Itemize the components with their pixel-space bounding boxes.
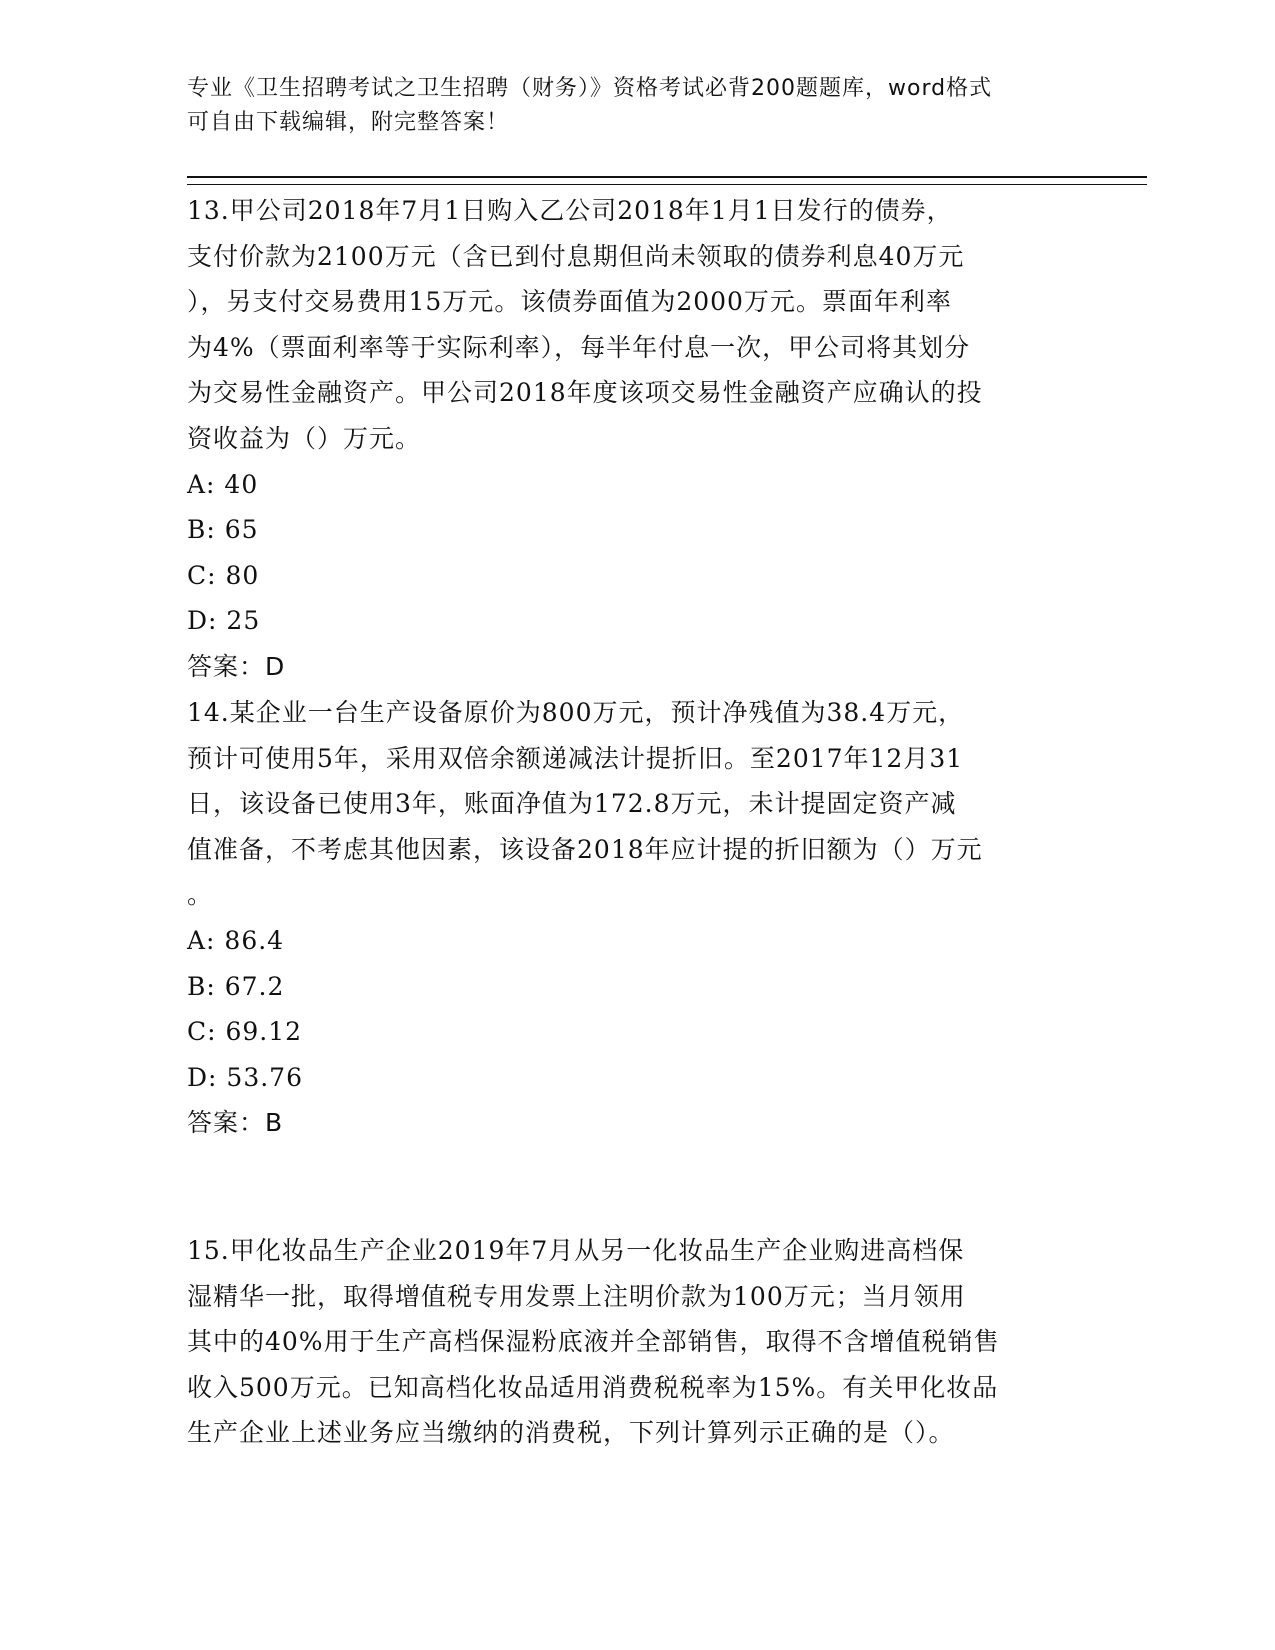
question-stem-line: 生产企业上述业务应当缴纳的消费税，下列计算列示正确的是（）。 <box>187 1418 955 1448</box>
document-header <box>187 72 1067 140</box>
question-stem-line: 支付价款为2100万元（含已到付息期但尚未领取的债券利息40万元 <box>187 241 965 271</box>
question-stem-line: 日，该设备已使用3年，账面净值为172.8万元，未计提固定资产减 <box>187 789 957 819</box>
option-d: D: 53.76 <box>187 1062 303 1092</box>
question-stem-line: 13.甲公司2018年7月1日购入乙公司2018年1月1日发行的债券， <box>187 196 953 225</box>
header-divider-thick <box>187 176 1147 178</box>
question-stem-line: 其中的40%用于生产高档保湿粉底液并全部销售，取得不含增值税销售 <box>187 1327 1000 1357</box>
option-c: C: 69.12 <box>187 1017 303 1047</box>
question-stem-line: 湿精华一批，取得增值税专用发票上注明价款为100万元；当月领用 <box>187 1281 966 1311</box>
option-c: C: 80 <box>187 560 260 590</box>
answer-line: 答案：B <box>187 1108 284 1138</box>
option-a: A: 86.4 <box>187 925 285 955</box>
header-divider-thin <box>187 184 1147 185</box>
question-13 <box>187 188 1077 690</box>
question-stem-line: 值准备，不考虑其他因素，该设备2018年应计提的折旧额为（）万元 <box>187 834 983 864</box>
question-stem-line: ），另支付交易费用15万元。该债券面值为2000万元。票面年利率 <box>187 287 952 317</box>
question-stem-line: 15.甲化妆品生产企业2019年7月从另一化妆品生产企业购进高档保 <box>187 1236 965 1265</box>
question-stem-line: 为4%（票面利率等于实际利率），每半年付息一次，甲公司将其划分 <box>187 332 971 362</box>
option-a: A: 40 <box>187 469 259 499</box>
header-line-2: 可自由下载编辑，附完整答案！ <box>187 110 510 135</box>
question-stem-line: 收入500万元。已知高档化妆品适用消费税税率为15%。有关甲化妆品 <box>187 1372 999 1402</box>
question-stem-line: 。 <box>187 880 214 910</box>
question-15 <box>187 1228 1077 1456</box>
answer-line: 答案：D <box>187 651 286 681</box>
question-stem-line: 资收益为（）万元。 <box>187 423 422 453</box>
question-14 <box>187 690 1077 1146</box>
option-b: B: 67.2 <box>187 971 285 1001</box>
option-d: D: 25 <box>187 606 261 636</box>
header-line-1: 专业《卫生招聘考试之卫生招聘（财务）》资格考试必背200题题库，word格式 <box>187 76 993 101</box>
question-stem-line: 14.某企业一台生产设备原价为800万元，预计净残值为38.4万元， <box>187 698 965 727</box>
question-stem-line: 为交易性金融资产。甲公司2018年度该项交易性金融资产应确认的投 <box>187 378 983 408</box>
question-stem-line: 预计可使用5年，采用双倍余额递减法计提折旧。至2017年12月31 <box>187 743 964 773</box>
option-b: B: 65 <box>187 515 259 545</box>
